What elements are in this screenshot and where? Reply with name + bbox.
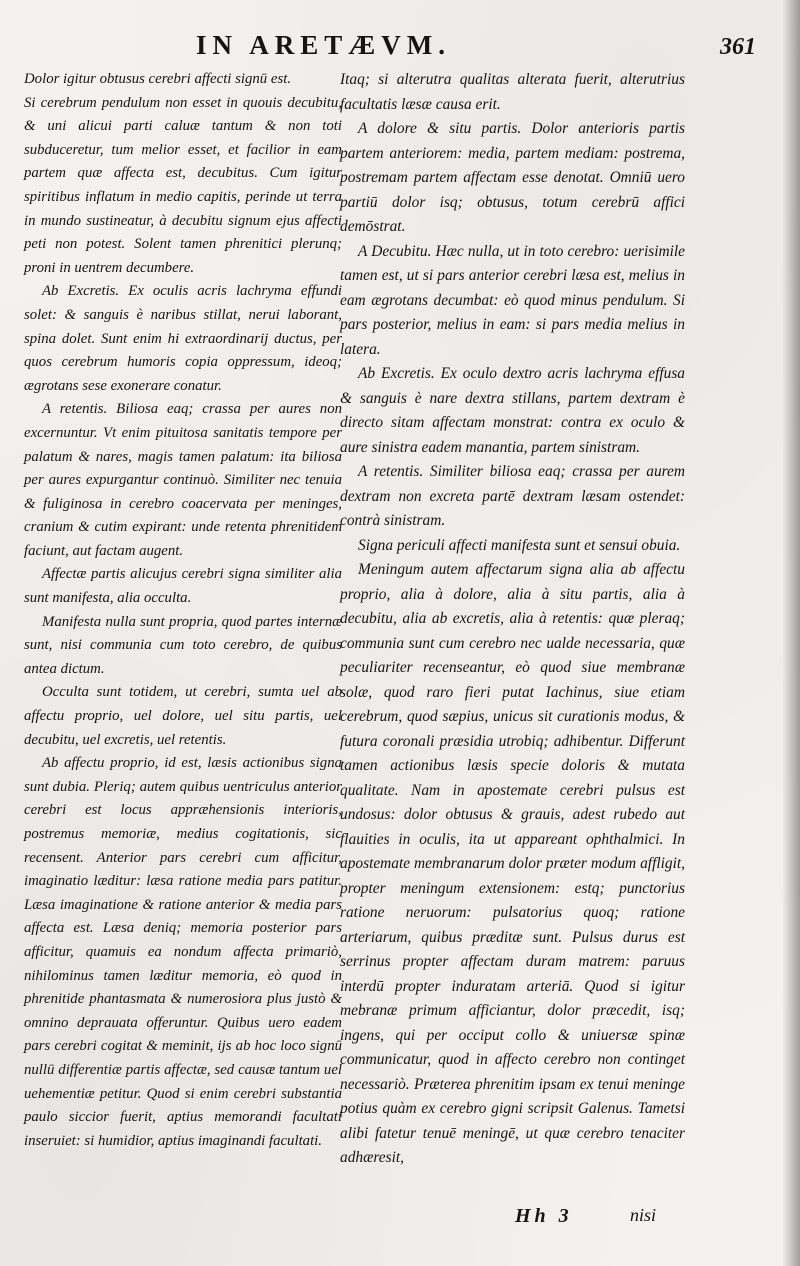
paragraph: Affectæ partis alicujus cerebri signa similiter alia sunt manifesta, alia occulta.	[24, 566, 342, 607]
right-column	[340, 68, 685, 1171]
paragraph: Ab affectu proprio, id est, læsis actionibus signa sunt dubia. Pleriq; autem quibus uentriculus anterior cerebri est locus appræhensionis interioris, postremus memoriæ, medius cogitationis, sic recensent. Anterior pars cerebri cum afficitur, imaginatio læditur: læsa ratione media pars patitur. Læsa imaginatione & ratione anterior & media pars affecta est. Læsa deniq; memoria posterior pars afficitur, quamuis ea nondum affecta primariò, nihilominus tamen læditur memoria, eò quod in phrenitide phantasmata & numerosiora plus justò & omnino deprauata offeruntur. Quibus uero eadem pars cerebri cogitat & meminit, ijs ab hoc loco signū nullū differentiæ partis affectæ, sed causæ tantum uel uehementiæ petitur. Quod si enim cerebri substantia paulo siccior fuerit, aptius memorandi facultati inseruiet: si humidior, aptius imaginandi facultati.	[24, 755, 342, 1149]
catchword: nisi	[630, 1205, 657, 1225]
left-column	[24, 68, 342, 1153]
page-edge-shadow	[782, 0, 800, 1266]
paragraph: A Decubitu. Hæc nulla, ut in toto cerebro: uerisimile tamen est, ut si pars anterior cerebri læsa est, melius in eam ægrotans decumbat: eò quod minus pendulum. Si pars posterior, melius in eam: si pars media melius in latera.	[340, 242, 685, 358]
paragraph: Itaq; si alterutra qualitas alterata fuerit, alterutrius facultatis læsæ causa erit.	[340, 71, 685, 113]
paragraph: Signa periculi affecti manifesta sunt et sensui obuia.	[358, 536, 681, 554]
paragraph: A dolore & situ partis. Dolor anterioris partis partem anteriorem: media, partem mediam: postrema, postremam partem affectam esse denotat. Omniū uero partiū dolor isq; obtusus, totum cerebrū affici demōstrat.	[340, 120, 685, 235]
paragraph: A retentis. Biliosa eaq; crassa per aures non excernuntur. Vt enim pituitosa sanitatis tempore per palatum & nares, magis tamen palatum: ita biliosa per aures expurgantur continuò. Similiter nec tenuia & fuliginosa in cerebro coacervata per meninges, cranium & cutim expirant: unde retenta phrenitidem faciunt, aut factam augent.	[24, 401, 342, 559]
running-head: IN ARETÆVM.	[196, 30, 452, 60]
paragraph: A retentis. Similiter biliosa eaq; crassa per aurem dextram non excreta partē dextram læsam ostendet: contrà sinistram.	[340, 463, 685, 529]
paragraph: Occulta sunt totidem, ut cerebri, sumta uel ab affectu proprio, uel dolore, uel situ partis, uel decubitu, uel excretis, uel retentis.	[24, 684, 342, 748]
page-number: 361	[720, 34, 756, 60]
signature-mark: Hh 3	[515, 1205, 573, 1227]
paragraph: Meningum autem affectarum signa alia ab affectu proprio, alia à dolore, alia à situ partis, alia à decubitu, alia ab excretis, alia à retentis: quæ pleraq; communia sunt cum cerebro nec ualde necessaria, quæ peculiariter recenseantur, eò quod siue membranæ solæ, quod raro fieri putat Iachinus, siue etiam cerebrum, quod sæpius, unicus sit curationis modus, & futura coronali præsidia utrobiq; adhibentur. Differunt tamen actionibus læsis specie doloris & mutata qualitate. Nam in apostemate cerebri pulsus est undosus: dolor obtusus & grauis, adest rubedo aut flauities in oculis, ita ut appareant ophthalmici. In apostemate membranarum dolor præter modum affligit, propter meningum extensionem: estq; punctorius ratione neruorum: pulsatorius quoq; ratione arteriarum, quibus præditæ sunt. Pulsus durus est serrinus propter affectam duram matrem: paruus interdū propter induratam arteriā. Quod si igitur mebranæ primum afficiantur, dolor præcedit, isq; ingens, qui per occiput collo & uniuersæ spinæ communicatur, quod in affecto cerebro non continget necessariò. Præterea phrenitim ipsam ex tenui meninge potius quàm ex cerebro gigni scripsit Galenus. Tametsi alibi fatetur tenuē meningē, ut quæ cerebro tenaciter adhæresit,	[340, 561, 685, 1166]
paragraph: Ab Excretis. Ex oculis acris lachryma effundi solet: & sanguis è naribus stillat, nerui laborant, spina dolet. Sunt enim hi extraordinarij ductus, per quos cerebrum humoris copia oppressum, ideoq; ægrotans sese exonerare conatur.	[24, 283, 342, 394]
paragraph: Si cerebrum pendulum non esset in quouis decubitu, & uni alicui parti caluæ tantum & non toti subduceretur, tum melior esset, et facilior in eam partem quæ affecta est, decubitus. Cum igitur spiritibus inflatum in medio capitis, perinde ut terra in mundo sustineatur, à decubitu signum ejus affecti peti non potest. Solent tamen phrenitici plerunq; proni in uentrem decumbere.	[24, 94, 342, 276]
paragraph: Manifesta nulla sunt propria, quod partes internæ sunt, nisi communia cum toto cerebro, de quibus antea dictum.	[24, 613, 342, 677]
paragraph: Dolor igitur obtusus cerebri affecti signū est.	[24, 71, 292, 87]
paragraph: Ab Excretis. Ex oculo dextro acris lachryma effusa & sanguis è nare dextra stillans, partem dextram è directo sitam affectam monstrat: contra ex oculo & aure sinistra eadem manantia, partem sinistram.	[340, 365, 685, 456]
